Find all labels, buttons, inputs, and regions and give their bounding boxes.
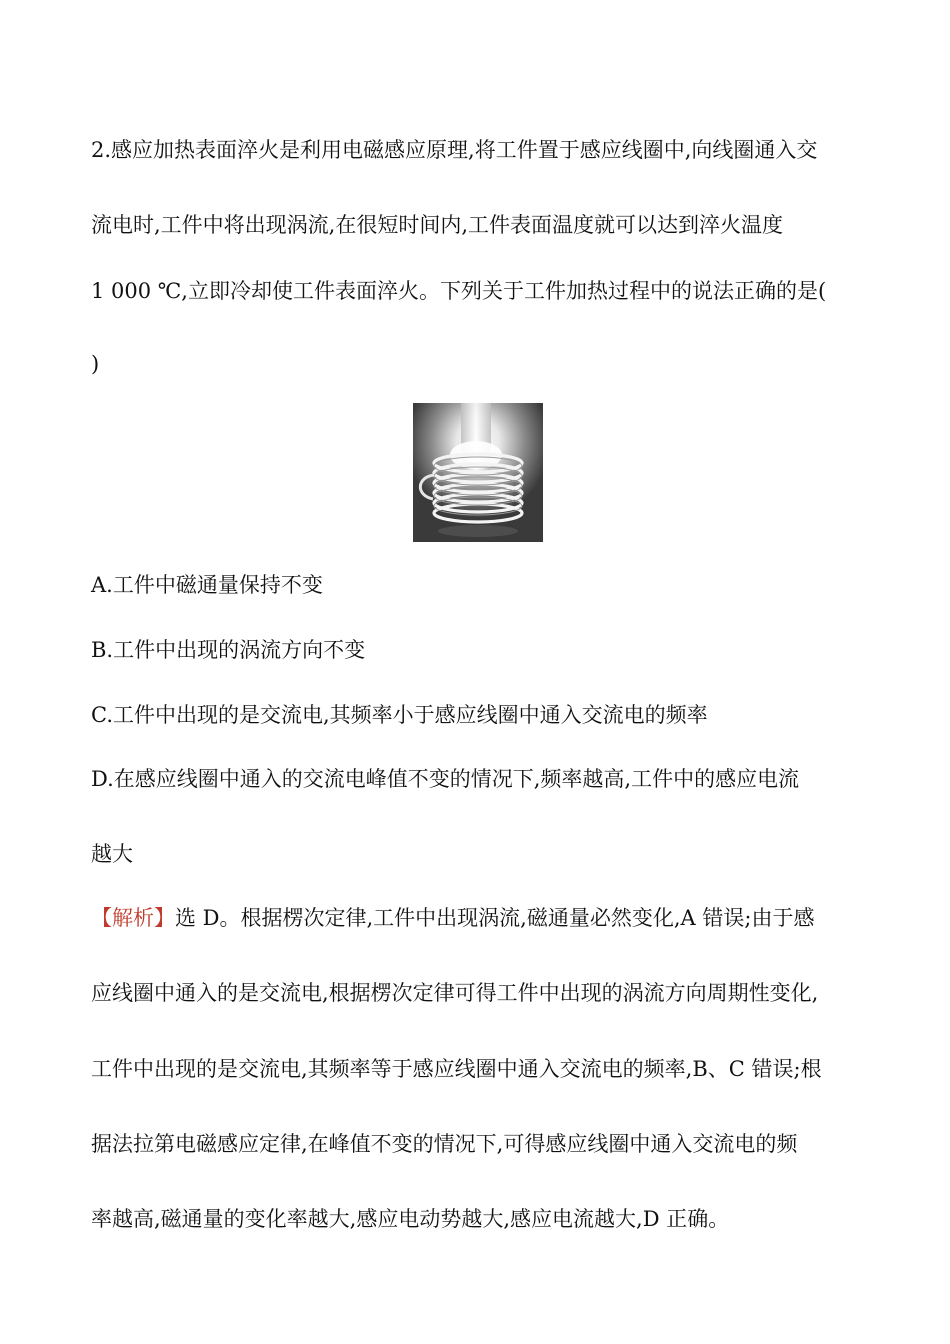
option-b: B.工件中出现的涡流方向不变	[91, 638, 366, 662]
analysis-line-3: 工件中出现的是交流电,其频率等于感应线圈中通入交流电的频率,B、C 错误;根	[91, 1057, 822, 1081]
analysis-line-5: 率越高,磁通量的变化率越大,感应电动势越大,感应电流越大,D 正确。	[91, 1207, 730, 1231]
analysis-tag: 【解析】	[91, 906, 175, 930]
question-line-4: )	[91, 352, 100, 376]
analysis-line-4: 据法拉第电磁感应定律,在峰值不变的情况下,可得感应线圈中通入交流电的频	[91, 1132, 798, 1156]
analysis-line-1	[91, 904, 814, 932]
question-line-3: 1 000 ℃,立即冷却使工件表面淬火。下列关于工件加热过程中的说法正确的是(	[91, 279, 827, 303]
option-c: C.工件中出现的是交流电,其频率小于感应线圈中通入交流电的频率	[91, 703, 708, 727]
option-a: A.工件中磁通量保持不变	[91, 573, 323, 597]
analysis-text: 选 D。根据楞次定律,工件中出现涡流,磁通量必然变化,A 错误;由于感	[175, 906, 815, 930]
induction-coil-photo	[413, 403, 543, 542]
option-d-line-2: 越大	[91, 842, 133, 866]
question-line-1: 2.感应加热表面淬火是利用电磁感应原理,将工件置于感应线圈中,向线圈通入交	[91, 138, 818, 162]
option-d-line-1: D.在感应线圈中通入的交流电峰值不变的情况下,频率越高,工件中的感应电流	[91, 767, 800, 791]
question-line-2: 流电时,工件中将出现涡流,在很短时间内,工件表面温度就可以达到淬火温度	[91, 213, 784, 237]
analysis-line-2: 应线圈中通入的是交流电,根据楞次定律可得工件中出现的涡流方向周期性变化,	[91, 981, 819, 1005]
